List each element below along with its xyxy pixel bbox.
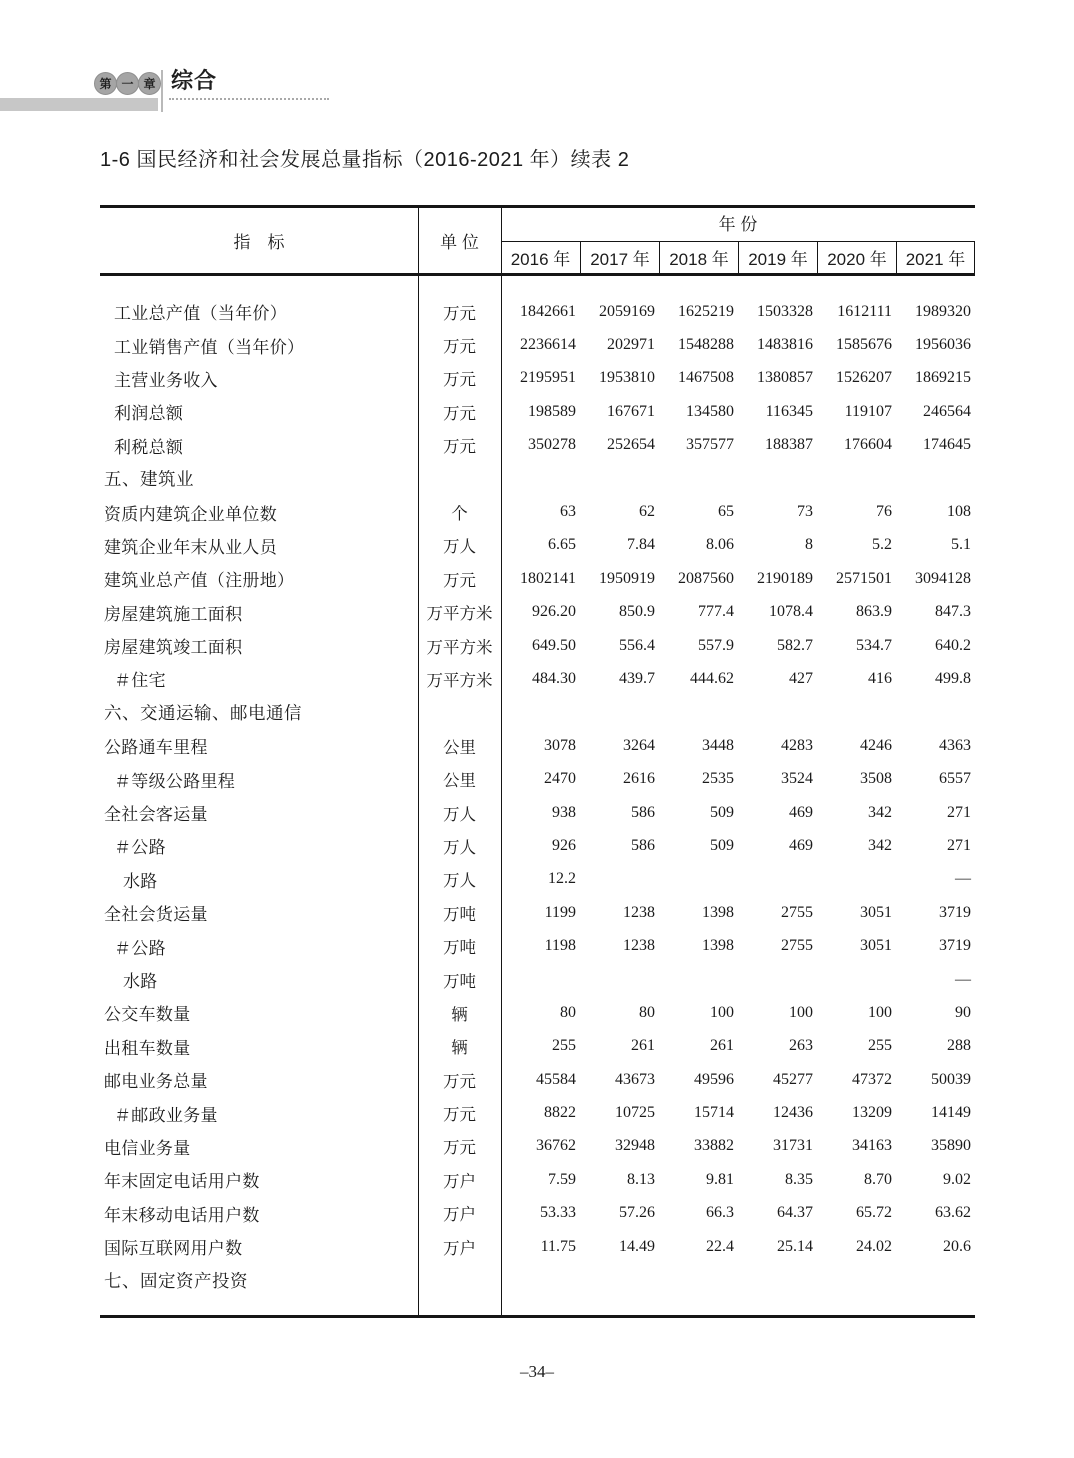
row-value: 1953810 [599,369,655,387]
row-value: 13209 [852,1104,892,1122]
row-value: 271 [947,803,971,821]
row-value: 8 [805,536,813,554]
row-value: 100 [710,1003,734,1021]
row-value: 2616 [623,770,655,788]
table-column-divider [501,208,502,1315]
row-unit: 万户 [443,1205,476,1225]
year-header: 2018 年 [659,242,738,273]
row-value: 22.4 [706,1237,734,1255]
row-value: 342 [868,803,892,821]
row-value: 134580 [686,402,734,420]
table-row [100,362,975,395]
row-label: 全社会客运量 [104,805,208,825]
row-value: 35890 [931,1137,971,1155]
table-row [100,1063,975,1096]
row-unit: 万人 [443,871,476,891]
row-value: 66.3 [706,1204,734,1222]
row-value: 3719 [939,937,971,955]
row-value: 1950919 [599,569,655,587]
row-unit: 万元 [443,370,476,390]
row-value: 50039 [931,1070,971,1088]
row-value: 469 [789,803,813,821]
table-row [100,1263,975,1296]
row-value: 1398 [702,937,734,955]
row-value: 2755 [781,903,813,921]
row-unit: 万元 [443,403,476,423]
row-label: ＃公路 [114,938,166,958]
row-value: 582.7 [777,636,813,654]
table-row [100,829,975,862]
row-value: 427 [789,669,813,687]
row-value: 1625219 [678,302,734,320]
table-row [100,796,975,829]
row-value: 80 [560,1003,576,1021]
row-value: 8.70 [864,1170,892,1188]
row-unit: 万吨 [443,971,476,991]
row-unit: 万户 [443,1171,476,1191]
page-number: –34– [520,1362,554,1381]
row-value: 439.7 [619,669,655,687]
row-unit: 万平方米 [426,670,493,690]
table-row [100,462,975,495]
row-value: 2470 [544,770,576,788]
row-label: 主营业务收入 [114,370,218,390]
row-value: 357577 [686,436,734,454]
year-header: 2016 年 [510,250,571,269]
row-value: 246564 [923,402,971,420]
row-label: 水路 [123,871,158,891]
row-value: 499.8 [935,669,971,687]
row-value: 252654 [607,436,655,454]
row-value: 47372 [852,1070,892,1088]
row-value: 24.02 [856,1237,892,1255]
year-headers-row [501,242,975,273]
row-value: 342 [868,836,892,854]
row-unit: 万元 [443,337,476,357]
table-row [100,1130,975,1163]
row-label: 邮电业务总量 [104,1072,208,1092]
year-header: 2021 年 [896,242,975,273]
row-value: 3078 [544,736,576,754]
row-unit: 万平方米 [426,604,493,624]
years-column-group [501,208,975,273]
row-unit: 万元 [443,437,476,457]
row-label: ＃等级公路里程 [114,771,236,791]
row-value: 25.14 [777,1237,813,1255]
row-value: 1238 [623,937,655,955]
row-unit: 万平方米 [426,637,493,657]
row-value: 3264 [623,736,655,754]
row-value: 2195951 [520,369,576,387]
table-row [100,729,975,762]
row-value: 80 [639,1003,655,1021]
chapter-section-title: 综合 [171,68,218,93]
table-row [100,1096,975,1129]
row-value: 8.06 [706,536,734,554]
row-value: 43673 [615,1070,655,1088]
table-title: 1-6 国民经济和社会发展总量指标（2016-2021 年）续表 2 [100,149,630,171]
row-unit: 公里 [443,771,476,791]
row-value: — [955,870,971,888]
row-label: 资质内建筑企业单位数 [104,504,277,524]
row-value: 64.37 [777,1204,813,1222]
row-value: 7.59 [548,1170,576,1188]
row-value: 108 [947,503,971,521]
table-row [100,1230,975,1263]
row-value: 926.20 [532,603,576,621]
chapter-badge [94,72,160,95]
row-unit: 万吨 [443,904,476,924]
row-value: 1380857 [757,369,813,387]
row-value: 9.02 [943,1170,971,1188]
row-unit: 辆 [451,1004,468,1024]
row-value: 777.4 [698,603,734,621]
row-value: — [955,970,971,988]
row-value: 1802141 [520,569,576,587]
chapter-badge-circle: 章 [138,72,161,95]
row-label: 年末固定电话用户数 [104,1172,260,1192]
row-value: 90 [955,1003,971,1021]
row-value: 850.9 [619,603,655,621]
row-value: 2236614 [520,336,576,354]
indicator-column-header: 指 标 [233,233,285,252]
row-value: 649.50 [532,636,576,654]
row-value: 2087560 [678,569,734,587]
table-row [100,495,975,528]
table-row [100,529,975,562]
table-row [100,295,975,328]
row-value: 261 [710,1037,734,1055]
table-body [100,279,975,1315]
row-unit: 万人 [443,804,476,824]
row-value: 14149 [931,1104,971,1122]
row-value: 10725 [615,1104,655,1122]
row-label: 七、固定资产投资 [104,1270,248,1291]
row-unit: 万元 [443,1138,476,1158]
row-value: 444.62 [690,669,734,687]
table-row [100,963,975,996]
row-value: 1956036 [915,336,971,354]
row-value: 34163 [852,1137,892,1155]
row-value: 2059169 [599,302,655,320]
row-value: 65.72 [856,1204,892,1222]
row-value: 557.9 [698,636,734,654]
row-value: 4246 [860,736,892,754]
row-unit: 万元 [443,1105,476,1125]
year-header: 2019 年 [738,242,817,273]
row-value: 2571501 [836,569,892,587]
row-value: 49596 [694,1070,734,1088]
row-unit: 万元 [443,303,476,323]
row-value: 174645 [923,436,971,454]
row-unit: 辆 [451,1038,468,1058]
table-row [100,562,975,595]
row-value: 3051 [860,903,892,921]
row-value: 119107 [844,402,892,420]
row-value: 3051 [860,937,892,955]
row-value: 3508 [860,770,892,788]
row-value: 640.2 [935,636,971,654]
row-value: 5.1 [951,536,971,554]
statistics-table [100,205,975,1318]
row-label: 年末移动电话用户数 [104,1205,260,1225]
row-unit: 万人 [443,837,476,857]
row-label: 房屋建筑施工面积 [104,604,243,624]
row-unit: 万户 [443,1238,476,1258]
row-unit: 万元 [443,1071,476,1091]
row-value: 288 [947,1037,971,1055]
row-value: 12.2 [548,870,576,888]
row-value: 100 [868,1003,892,1021]
row-value: 8.13 [627,1170,655,1188]
table-column-divider [418,208,419,1315]
row-value: 1078.4 [769,603,813,621]
row-value: 469 [789,836,813,854]
row-value: 2190189 [757,569,813,587]
row-value: 1526207 [836,369,892,387]
row-value: 188387 [765,436,813,454]
row-value: 3094128 [915,569,971,587]
row-value: 116345 [765,402,813,420]
row-value: 6.65 [548,536,576,554]
row-value: 1869215 [915,369,971,387]
row-value: 73 [797,503,813,521]
table-row [100,762,975,795]
row-value: 586 [631,803,655,821]
row-unit: 个 [451,504,468,524]
row-value: 1398 [702,903,734,921]
row-label: ＃公路 [114,838,166,858]
row-label: 利税总额 [114,437,184,457]
row-value: 62 [639,503,655,521]
table-row [100,1163,975,1196]
row-value: 263 [789,1037,813,1055]
row-value: 926 [552,836,576,854]
row-unit: 万吨 [443,938,476,958]
table-row [100,429,975,462]
row-value: 1199 [544,903,576,921]
row-value: 167671 [607,402,655,420]
row-value: 2535 [702,770,734,788]
row-value: 6557 [939,770,971,788]
table-row [100,662,975,695]
row-value: 45277 [773,1070,813,1088]
table-row [100,896,975,929]
row-value: 1503328 [757,302,813,320]
row-value: 31731 [773,1137,813,1155]
row-value: 1612111 [837,302,892,320]
row-value: 255 [868,1037,892,1055]
row-value: 32948 [615,1137,655,1155]
row-label: 公交车数量 [104,1005,191,1025]
row-value: 7.84 [627,536,655,554]
row-value: 9.81 [706,1170,734,1188]
row-value: 1198 [544,937,576,955]
row-value: 53.33 [540,1204,576,1222]
row-label: 六、交通运输、邮电通信 [104,702,302,723]
table-row [100,1197,975,1230]
row-value: 63 [560,503,576,521]
row-label: ＃住宅 [114,671,166,691]
table-row [100,929,975,962]
row-value: 3719 [939,903,971,921]
row-unit: 万人 [443,537,476,557]
row-value: 1842661 [520,302,576,320]
table-row [100,328,975,361]
row-value: 556.4 [619,636,655,654]
row-value: 4363 [939,736,971,754]
chapter-separator-line [161,70,163,112]
row-label: 电信业务量 [104,1138,191,1158]
chapter-badge-circle: 一 [116,72,139,95]
table-row [100,863,975,896]
row-value: 1585676 [836,336,892,354]
row-label: ＃邮政业务量 [114,1105,218,1125]
row-value: 509 [710,803,734,821]
unit-column-header: 单 位 [440,233,479,252]
row-value: 176604 [844,436,892,454]
row-label: 水路 [123,972,158,991]
row-value: 847.3 [935,603,971,621]
row-value: 1483816 [757,336,813,354]
row-value: 14.49 [619,1237,655,1255]
row-label: 五、建筑业 [104,469,194,490]
row-label: 建筑企业年末从业人员 [104,537,277,557]
year-header: 2020 年 [817,242,896,273]
row-label: 工业总产值（当年价） [114,304,287,324]
row-value: 863.9 [856,603,892,621]
row-value: 261 [631,1037,655,1055]
row-value: 20.6 [943,1237,971,1255]
row-value: 198589 [528,402,576,420]
row-value: 57.26 [619,1204,655,1222]
row-value: 484.30 [532,669,576,687]
row-value: 1548288 [678,336,734,354]
row-value: 1238 [623,903,655,921]
row-label: 国际互联网用户数 [104,1239,243,1259]
row-value: 4283 [781,736,813,754]
table-row [100,629,975,662]
row-value: 255 [552,1037,576,1055]
row-label: 公路通车里程 [104,738,208,758]
table-row [100,696,975,729]
chapter-gray-bar [0,98,158,111]
row-value: 12436 [773,1104,813,1122]
row-label: 全社会货运量 [104,905,208,925]
row-unit: 公里 [443,737,476,757]
row-value: 586 [631,836,655,854]
row-value: 509 [710,836,734,854]
row-value: 8822 [544,1104,576,1122]
row-value: 8.35 [785,1170,813,1188]
row-label: 房屋建筑竣工面积 [104,638,243,658]
year-group-header: 年 份 [501,208,975,242]
chapter-dotted-underline [169,98,329,100]
row-value: 33882 [694,1137,734,1155]
table-header [100,208,975,276]
row-value: 63.62 [935,1204,971,1222]
table-row [100,596,975,629]
row-value: 76 [876,503,892,521]
row-label: 出租车数量 [104,1038,191,1058]
row-value: 3448 [702,736,734,754]
row-value: 36762 [536,1137,576,1155]
row-label: 工业销售产值（当年价） [114,337,305,357]
row-value: 3524 [781,770,813,788]
table-row [100,395,975,428]
row-label: 利润总额 [114,404,184,424]
row-value: 416 [868,669,892,687]
row-value: 938 [552,803,576,821]
row-value: 45584 [536,1070,576,1088]
table-row [100,996,975,1029]
row-value: 1989320 [915,302,971,320]
row-value: 350278 [528,436,576,454]
table-row [100,1030,975,1063]
row-unit: 万元 [443,570,476,590]
year-header: 2017 年 [580,242,659,273]
row-value: 5.2 [872,536,892,554]
row-value: 100 [789,1003,813,1021]
row-value: 65 [718,503,734,521]
row-label: 建筑业总产值（注册地） [104,571,295,591]
row-value: 202971 [607,336,655,354]
row-value: 2755 [781,937,813,955]
row-value: 271 [947,836,971,854]
row-value: 11.75 [540,1237,576,1255]
row-value: 1467508 [678,369,734,387]
row-value: 534.7 [856,636,892,654]
row-value: 15714 [694,1104,734,1122]
chapter-badge-circle: 第 [94,72,117,95]
